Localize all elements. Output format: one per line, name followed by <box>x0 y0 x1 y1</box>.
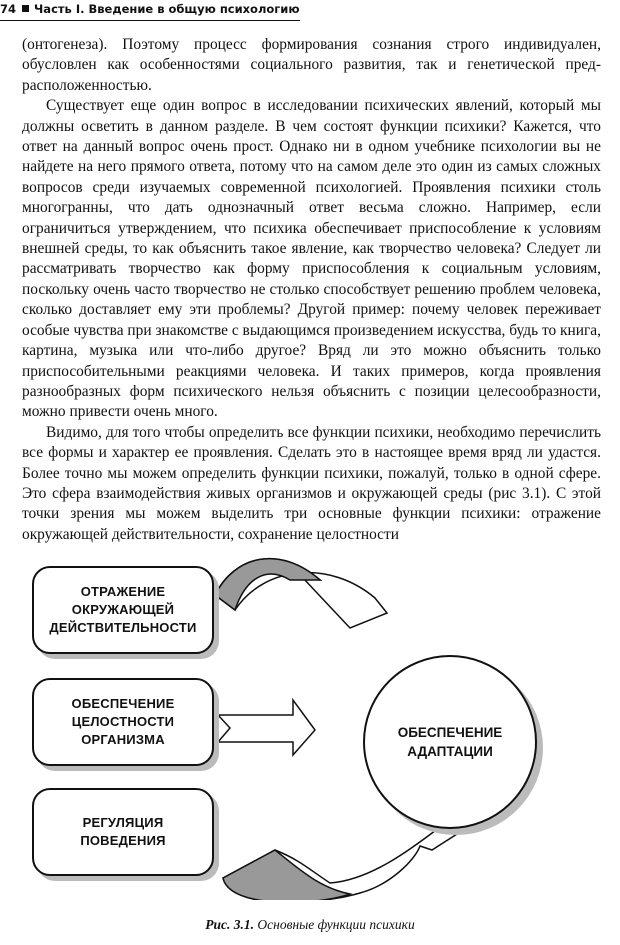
curved-arrow-top <box>215 559 387 628</box>
box-label: ОТРАЖЕНИЕ ОКРУЖАЮЩЕЙ ДЕЙСТВИТЕЛЬНОСТИ <box>49 584 197 635</box>
function-box-regulation <box>32 788 214 876</box>
circle-label: ОБЕСПЕЧЕНИЕ АДАПТАЦИИ <box>397 725 503 759</box>
adaptation-circle <box>363 655 537 829</box>
box-label: ОБЕСПЕЧЕНИЕ ЦЕЛОСТНОСТИ ОРГАНИЗМА <box>71 696 175 747</box>
function-box-reflection <box>32 566 214 654</box>
square-bullet-icon <box>22 5 29 12</box>
body-text <box>22 35 601 545</box>
paragraph: Существует еще один вопрос в исследовании психических явлений, который мы должны осветить в данном разделе. В чем состоят функции психики? Кажется, что ответ на данный вопрос очень прост. Однако ни в одном учебнике психологии вы не найдете на него прямого ответа, потому что на самом деле это один из самых сложных вопросов среди изучаемых современной психологией. Проявления психики столь многогранны, что дать однозначный ответ весьма сложно. Например, если ограничиться утверждением, что психика обеспечивает приспособление к условиям внешней среды, то как объяснить такое явление, как творчество человека? Следует ли рассматривать творчество как форму приспособления к социальным условиям, поскольку очень часто творчество не столько способствует решению проблем человека, сколько доставляет ему эти проблемы? Другой пример: почему человек переживает особые чувства при знакомстве с выдающимся произведением искусства, будь то книга, картина, музыка или что-либо другое? Вряд ли это можно объяснить только приспособительными реакциями человека. И таких примеров, когда проявления разнообразных форм психического нельзя объяснить с позиции целесообразности, можно привести очень много. <box>22 97 601 421</box>
box-label: РЕГУЛЯЦИЯ ПОВЕДЕНИЯ <box>80 815 166 848</box>
page-number: 74 <box>0 2 17 16</box>
running-title: Часть I. Введение в общую психологию <box>34 2 300 16</box>
running-header <box>0 0 300 21</box>
figure-diagram <box>30 550 600 900</box>
paragraph: Видимо, для того чтобы определить все функции психики, необходимо перечислить все формы и характер ее проявления. Сделать это в настоящее время вряд ли удастся. Более точно мы можем определить функции психики, пожалуй, только в одной сфере. Это сфера взаимодействия живых организмов и окружающей среды (рис 3.1). С этой точки зрения мы можем выделить три основные функции психики: отражение окружающей действительности, сохранение целостности <box>22 423 601 543</box>
paragraph: (онтогенеза). Поэтому процесс формирования сознания строго индивидуален, обусловлен как особенностями социального развития, так и генетической предрасположенностью. <box>22 36 601 94</box>
straight-arrow-middle <box>218 700 315 755</box>
caption-label: Рис. 3.1. <box>205 917 255 932</box>
figure-caption <box>0 917 620 933</box>
caption-text: Основные функции психики <box>254 917 415 932</box>
function-box-integrity <box>32 678 214 766</box>
